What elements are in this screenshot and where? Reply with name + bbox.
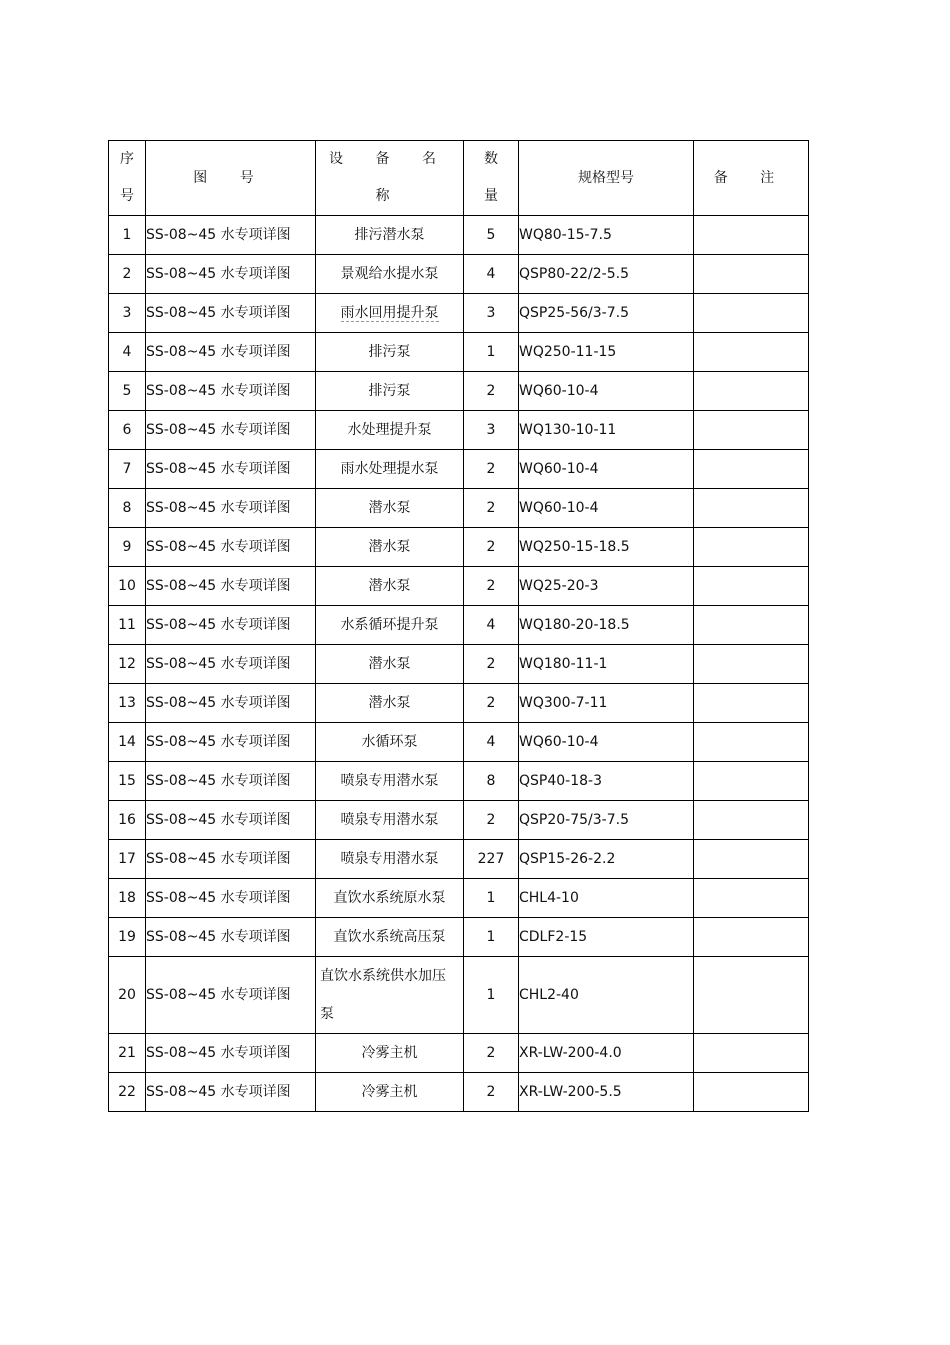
- row-equipment-name: [316, 840, 464, 879]
- row-equipment-name: [316, 1073, 464, 1112]
- row-note: [694, 918, 809, 957]
- row-note: [694, 606, 809, 645]
- row-spec-text: WQ60-10-4: [519, 734, 599, 750]
- row-no: [109, 645, 146, 684]
- row-equipment-name: [316, 606, 464, 645]
- header-note-label: 备 注: [713, 169, 789, 186]
- row-no: [109, 216, 146, 255]
- row-drawing-text: SS-08~45 水专项详图: [146, 578, 291, 594]
- table-row: [109, 1073, 809, 1112]
- header-name-label: 设 备 名 称: [329, 151, 450, 204]
- row-drawing: [146, 879, 316, 918]
- row-no: [109, 411, 146, 450]
- row-quantity-text: 4: [486, 266, 496, 282]
- row-spec: [519, 216, 694, 255]
- row-quantity-text: 3: [486, 305, 496, 321]
- row-quantity: [464, 801, 519, 840]
- row-equipment-name: [316, 294, 464, 333]
- row-no-text: 15: [118, 773, 136, 789]
- header-no-line2: 号: [120, 188, 134, 204]
- row-equipment-name-text: 潜水泵: [368, 539, 411, 555]
- row-spec-text: WQ60-10-4: [519, 383, 599, 399]
- table-row: [109, 762, 809, 801]
- row-drawing-text: SS-08~45 水专项详图: [146, 656, 291, 672]
- row-equipment-name-text: 潜水泵: [368, 695, 411, 711]
- row-spec-text: CHL2-40: [519, 987, 579, 1003]
- header-no: [109, 141, 146, 216]
- row-drawing-text: SS-08~45 水专项详图: [146, 890, 291, 906]
- row-spec: [519, 333, 694, 372]
- header-qty-line2: 量: [484, 188, 498, 204]
- row-spec: [519, 372, 694, 411]
- row-no: [109, 879, 146, 918]
- row-drawing-text: SS-08~45 水专项详图: [146, 812, 291, 828]
- row-quantity-text: 2: [486, 500, 496, 516]
- row-no: [109, 801, 146, 840]
- row-equipment-name-text: 雨水回用提升泵: [340, 305, 439, 321]
- row-equipment-name-text: 喷泉专用潜水泵: [340, 812, 439, 828]
- row-no: [109, 294, 146, 333]
- row-spec-text: WQ60-10-4: [519, 500, 599, 516]
- row-equipment-name: [316, 1034, 464, 1073]
- header-qty-line1: 数: [484, 151, 498, 167]
- row-equipment-name-text: 直饮水系统原水泵: [333, 890, 446, 906]
- row-quantity: [464, 606, 519, 645]
- row-quantity: [464, 1073, 519, 1112]
- row-note: [694, 372, 809, 411]
- row-note: [694, 1034, 809, 1073]
- row-quantity-text: 2: [486, 383, 496, 399]
- row-drawing: [146, 840, 316, 879]
- row-spec-text: QSP15-26-2.2: [519, 851, 616, 867]
- row-no-text: 21: [118, 1045, 136, 1061]
- row-quantity-text: 227: [477, 851, 505, 867]
- row-spec: [519, 489, 694, 528]
- table-row: [109, 372, 809, 411]
- row-quantity-text: 2: [486, 656, 496, 672]
- row-drawing-text: SS-08~45 水专项详图: [146, 461, 291, 477]
- row-no-text: 1: [122, 227, 132, 243]
- row-no: [109, 957, 146, 1034]
- row-quantity: [464, 411, 519, 450]
- row-quantity: [464, 879, 519, 918]
- table-row: [109, 957, 809, 1034]
- row-note: [694, 255, 809, 294]
- row-quantity-text: 1: [486, 344, 496, 360]
- row-equipment-name: [316, 957, 464, 1034]
- row-note: [694, 879, 809, 918]
- row-no-text: 12: [118, 656, 136, 672]
- row-equipment-name-text: 雨水处理提水泵: [340, 461, 439, 477]
- row-spec: [519, 918, 694, 957]
- row-spec-text: WQ250-11-15: [519, 344, 617, 360]
- row-spec-text: QSP80-22/2-5.5: [519, 266, 629, 282]
- table-row: [109, 333, 809, 372]
- row-no-text: 18: [118, 890, 136, 906]
- row-quantity: [464, 528, 519, 567]
- row-quantity-text: 5: [486, 227, 496, 243]
- row-spec: [519, 801, 694, 840]
- table-row: [109, 918, 809, 957]
- row-drawing: [146, 918, 316, 957]
- row-spec: [519, 450, 694, 489]
- row-no-text: 10: [118, 578, 136, 594]
- row-equipment-name-text: 喷泉专用潜水泵: [340, 773, 439, 789]
- row-drawing: [146, 450, 316, 489]
- row-no-text: 20: [118, 987, 136, 1003]
- row-quantity-text: 2: [486, 1084, 496, 1100]
- row-no: [109, 372, 146, 411]
- row-no: [109, 489, 146, 528]
- row-spec-text: WQ300-7-11: [519, 695, 608, 711]
- row-equipment-name-text: 潜水泵: [368, 578, 411, 594]
- row-drawing-text: SS-08~45 水专项详图: [146, 500, 291, 516]
- row-no: [109, 528, 146, 567]
- row-spec: [519, 1073, 694, 1112]
- row-drawing: [146, 957, 316, 1034]
- row-drawing: [146, 762, 316, 801]
- row-no-text: 14: [118, 734, 136, 750]
- row-equipment-name: [316, 645, 464, 684]
- table-row: [109, 216, 809, 255]
- table-row: [109, 879, 809, 918]
- row-equipment-name-text: 冷雾主机: [361, 1045, 418, 1061]
- row-spec: [519, 528, 694, 567]
- row-drawing-text: SS-08~45 水专项详图: [146, 1045, 291, 1061]
- row-note: [694, 1073, 809, 1112]
- row-spec: [519, 1034, 694, 1073]
- row-quantity: [464, 489, 519, 528]
- row-quantity: [464, 333, 519, 372]
- row-drawing-text: SS-08~45 水专项详图: [146, 539, 291, 555]
- row-no: [109, 333, 146, 372]
- row-quantity: [464, 840, 519, 879]
- row-spec-text: XR-LW-200-5.5: [519, 1084, 622, 1100]
- row-drawing: [146, 1073, 316, 1112]
- row-equipment-name-text: 潜水泵: [368, 500, 411, 516]
- row-note: [694, 684, 809, 723]
- row-equipment-name-text: 排污泵: [368, 344, 411, 360]
- row-spec: [519, 762, 694, 801]
- table-row: [109, 801, 809, 840]
- row-equipment-name-text: 水处理提升泵: [347, 422, 432, 438]
- row-equipment-name-text: 潜水泵: [368, 656, 411, 672]
- row-quantity-text: 2: [486, 812, 496, 828]
- row-no: [109, 1073, 146, 1112]
- row-drawing-text: SS-08~45 水专项详图: [146, 305, 291, 321]
- row-equipment-name: [316, 879, 464, 918]
- row-spec: [519, 255, 694, 294]
- row-note: [694, 450, 809, 489]
- row-drawing-text: SS-08~45 水专项详图: [146, 929, 291, 945]
- row-no: [109, 840, 146, 879]
- row-drawing-text: SS-08~45 水专项详图: [146, 773, 291, 789]
- row-drawing-text: SS-08~45 水专项详图: [146, 1084, 291, 1100]
- row-no-text: 6: [122, 422, 132, 438]
- row-spec-text: WQ250-15-18.5: [519, 539, 630, 555]
- row-quantity-text: 8: [486, 773, 496, 789]
- row-drawing: [146, 333, 316, 372]
- table-row: [109, 645, 809, 684]
- table-body: [109, 216, 809, 1112]
- row-drawing: [146, 489, 316, 528]
- row-spec: [519, 684, 694, 723]
- row-no: [109, 606, 146, 645]
- row-spec: [519, 879, 694, 918]
- row-no-text: 22: [118, 1084, 136, 1100]
- row-no-text: 3: [122, 305, 132, 321]
- row-no: [109, 918, 146, 957]
- row-note: [694, 294, 809, 333]
- row-no-text: 4: [122, 344, 132, 360]
- row-quantity-text: 1: [486, 987, 496, 1003]
- row-quantity: [464, 957, 519, 1034]
- row-quantity: [464, 567, 519, 606]
- row-quantity-text: 2: [486, 539, 496, 555]
- row-spec-text: QSP40-18-3: [519, 773, 602, 789]
- row-equipment-name: [316, 723, 464, 762]
- row-drawing: [146, 801, 316, 840]
- row-no-text: 11: [118, 617, 136, 633]
- row-drawing-text: SS-08~45 水专项详图: [146, 227, 291, 243]
- row-spec: [519, 411, 694, 450]
- row-note: [694, 840, 809, 879]
- row-drawing: [146, 645, 316, 684]
- row-no: [109, 450, 146, 489]
- row-drawing-text: SS-08~45 水专项详图: [146, 422, 291, 438]
- table-header: [109, 141, 809, 216]
- row-equipment-name: [316, 216, 464, 255]
- header-qty: [464, 141, 519, 216]
- row-equipment-name: [316, 528, 464, 567]
- row-note: [694, 801, 809, 840]
- row-quantity: [464, 645, 519, 684]
- row-spec-text: WQ180-11-1: [519, 656, 608, 672]
- row-equipment-name: [316, 411, 464, 450]
- row-equipment-name-text: 水系循环提升泵: [340, 617, 439, 633]
- row-no-text: 5: [122, 383, 132, 399]
- row-quantity: [464, 372, 519, 411]
- row-quantity: [464, 216, 519, 255]
- row-spec: [519, 567, 694, 606]
- row-equipment-name: [316, 450, 464, 489]
- table-row: [109, 450, 809, 489]
- row-quantity: [464, 918, 519, 957]
- row-spec-text: QSP20-75/3-7.5: [519, 812, 629, 828]
- row-quantity: [464, 684, 519, 723]
- row-drawing: [146, 255, 316, 294]
- row-drawing-text: SS-08~45 水专项详图: [146, 617, 291, 633]
- row-no-text: 16: [118, 812, 136, 828]
- row-drawing-text: SS-08~45 水专项详图: [146, 987, 291, 1003]
- table-row: [109, 255, 809, 294]
- row-spec: [519, 645, 694, 684]
- table-row: [109, 528, 809, 567]
- row-equipment-name: [316, 255, 464, 294]
- table-row: [109, 567, 809, 606]
- row-no-text: 7: [122, 461, 132, 477]
- row-drawing-text: SS-08~45 水专项详图: [146, 851, 291, 867]
- row-no-text: 17: [118, 851, 136, 867]
- header-name: [316, 141, 464, 216]
- row-quantity-text: 1: [486, 890, 496, 906]
- row-drawing: [146, 1034, 316, 1073]
- header-row: [109, 141, 809, 216]
- header-drawing: [146, 141, 316, 216]
- table-row: [109, 1034, 809, 1073]
- row-drawing-text: SS-08~45 水专项详图: [146, 344, 291, 360]
- row-note: [694, 957, 809, 1034]
- row-note: [694, 645, 809, 684]
- row-no: [109, 762, 146, 801]
- row-quantity-text: 4: [486, 734, 496, 750]
- row-equipment-name: [316, 684, 464, 723]
- row-drawing: [146, 567, 316, 606]
- row-equipment-name: [316, 372, 464, 411]
- row-spec-text: WQ80-15-7.5: [519, 227, 612, 243]
- row-spec-text: CHL4-10: [519, 890, 579, 906]
- row-quantity-text: 2: [486, 695, 496, 711]
- row-equipment-name: [316, 333, 464, 372]
- row-quantity: [464, 723, 519, 762]
- row-spec-text: WQ25-20-3: [519, 578, 599, 594]
- row-equipment-name: [316, 762, 464, 801]
- table-row: [109, 684, 809, 723]
- row-quantity-text: 2: [486, 1045, 496, 1061]
- row-spec: [519, 294, 694, 333]
- row-no-text: 19: [118, 929, 136, 945]
- row-no: [109, 567, 146, 606]
- row-equipment-name: [316, 489, 464, 528]
- row-drawing: [146, 372, 316, 411]
- row-no: [109, 1034, 146, 1073]
- row-drawing: [146, 684, 316, 723]
- row-equipment-name-text: 排污泵: [368, 383, 411, 399]
- table-row: [109, 489, 809, 528]
- row-spec-text: WQ60-10-4: [519, 461, 599, 477]
- row-spec: [519, 840, 694, 879]
- row-spec-text: XR-LW-200-4.0: [519, 1045, 622, 1061]
- row-note: [694, 333, 809, 372]
- row-equipment-name-text: 景观给水提水泵: [340, 266, 439, 282]
- row-note: [694, 723, 809, 762]
- row-note: [694, 528, 809, 567]
- row-spec-text: WQ130-10-11: [519, 422, 617, 438]
- row-quantity-text: 2: [486, 461, 496, 477]
- row-drawing-text: SS-08~45 水专项详图: [146, 383, 291, 399]
- row-drawing: [146, 216, 316, 255]
- row-no-text: 13: [118, 695, 136, 711]
- row-quantity-text: 3: [486, 422, 496, 438]
- row-drawing: [146, 294, 316, 333]
- row-equipment-name: [316, 801, 464, 840]
- row-spec-text: WQ180-20-18.5: [519, 617, 630, 633]
- row-drawing: [146, 723, 316, 762]
- row-quantity-text: 4: [486, 617, 496, 633]
- row-no: [109, 255, 146, 294]
- row-equipment-name-text: 冷雾主机: [361, 1084, 418, 1100]
- row-equipment-name-text: 直饮水系统高压泵: [333, 929, 446, 945]
- row-equipment-name: [316, 918, 464, 957]
- row-equipment-name-text: 喷泉专用潜水泵: [340, 851, 439, 867]
- row-spec: [519, 606, 694, 645]
- row-no: [109, 723, 146, 762]
- row-note: [694, 489, 809, 528]
- row-quantity-text: 2: [486, 578, 496, 594]
- header-spec: [519, 141, 694, 216]
- row-no-text: 9: [122, 539, 132, 555]
- row-note: [694, 411, 809, 450]
- header-no-line1: 序: [120, 151, 134, 167]
- header-note: [694, 141, 809, 216]
- row-drawing-text: SS-08~45 水专项详图: [146, 695, 291, 711]
- row-drawing: [146, 528, 316, 567]
- table-row: [109, 411, 809, 450]
- row-no-text: 8: [122, 500, 132, 516]
- header-drawing-label: 图 号: [193, 169, 268, 186]
- row-equipment-name: [316, 567, 464, 606]
- row-equipment-name-text: 排污潜水泵: [354, 227, 425, 243]
- table-row: [109, 840, 809, 879]
- row-note: [694, 216, 809, 255]
- row-drawing-text: SS-08~45 水专项详图: [146, 734, 291, 750]
- row-quantity: [464, 294, 519, 333]
- table-row: [109, 723, 809, 762]
- row-spec-text: CDLF2-15: [519, 929, 588, 945]
- row-note: [694, 567, 809, 606]
- row-spec: [519, 723, 694, 762]
- table-row: [109, 606, 809, 645]
- row-drawing: [146, 606, 316, 645]
- row-spec: [519, 957, 694, 1034]
- row-equipment-name-text: 水循环泵: [361, 734, 418, 750]
- row-quantity-text: 1: [486, 929, 496, 945]
- row-equipment-name-text: 直饮水系统供水加压泵: [320, 968, 446, 1022]
- table-row: [109, 294, 809, 333]
- row-drawing: [146, 411, 316, 450]
- row-drawing-text: SS-08~45 水专项详图: [146, 266, 291, 282]
- row-spec-text: QSP25-56/3-7.5: [519, 305, 629, 321]
- row-quantity: [464, 762, 519, 801]
- row-note: [694, 762, 809, 801]
- row-quantity: [464, 255, 519, 294]
- row-no-text: 2: [122, 266, 132, 282]
- equipment-table: [108, 140, 809, 1112]
- row-no: [109, 684, 146, 723]
- row-quantity: [464, 450, 519, 489]
- row-quantity: [464, 1034, 519, 1073]
- header-spec-label: 规格型号: [578, 169, 634, 186]
